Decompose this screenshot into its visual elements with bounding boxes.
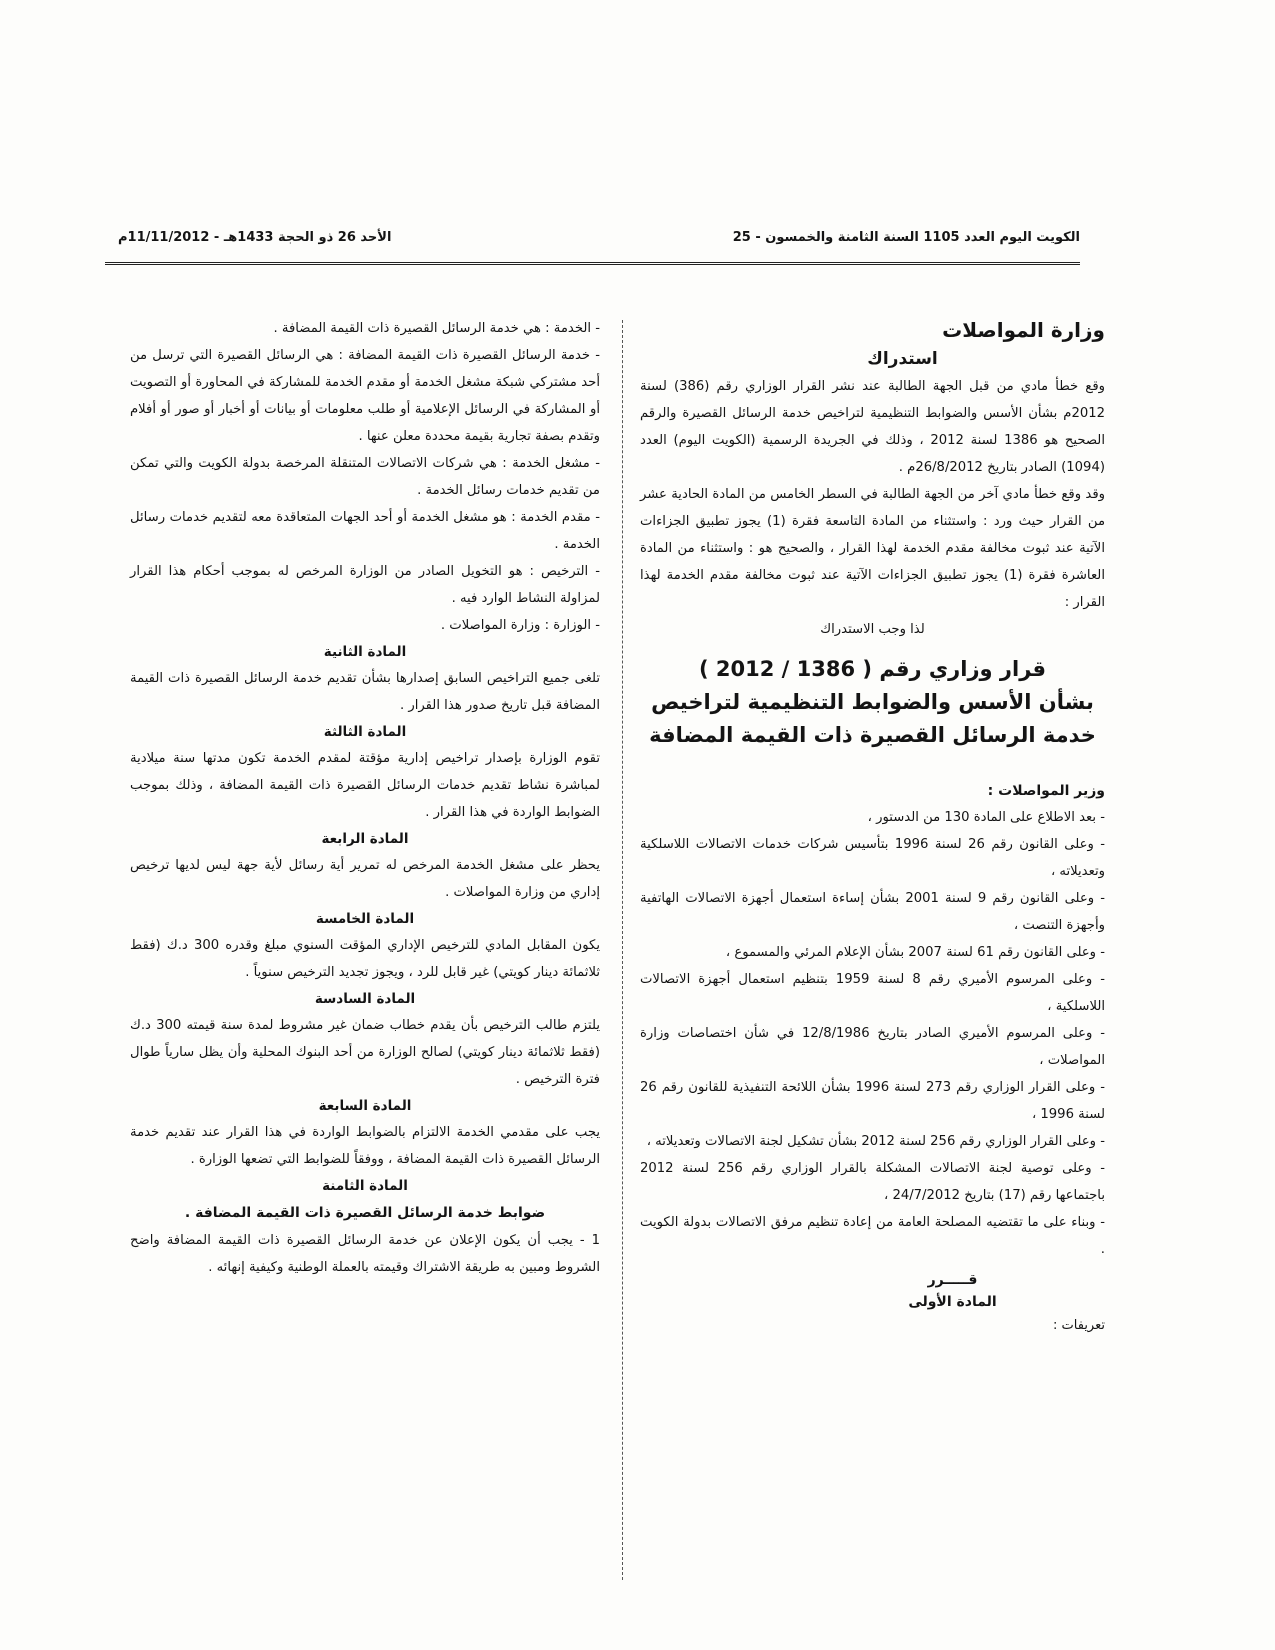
preamble-item: - وعلى القانون رقم 26 لسنة 1996 بتأسيس شركات خدمات الاتصالات اللاسلكية وتعديلاته ، xyxy=(640,837,1106,879)
preamble-item: - وعلى المرسوم الأميري رقم 8 لسنة 1959 بتنظيم استعمال أجهزة الاتصالات اللاسلكية ، xyxy=(640,972,1106,1014)
article-7-text: يجب على مقدمي الخدمة الالتزام بالضوابط الواردة في هذا القرار عند تقديم خدمة الرسائل القصيرة ذات القيمة المضافة ، ووفقاً للضوابط التي تضعها الوزارة . xyxy=(130,1125,600,1167)
preamble-item: - وعلى القانون رقم 9 لسنة 2001 بشأن إساءة استعمال أجهزة الاتصالات الهاتفية وأجهزة التنصت ، xyxy=(640,891,1106,933)
preamble-item: - وعلى توصية لجنة الاتصالات المشكلة بالقرار الوزاري رقم 256 لسنة 2012 باجتماعها رقم (17) بتاريخ 24/7/2012 ، xyxy=(640,1161,1106,1203)
preamble-item: - بعد الاطلاع على المادة 130 من الدستور ، xyxy=(867,810,1105,825)
page-header xyxy=(100,226,1080,256)
header-date: الأحد 26 ذو الحجة 1433هـ - 11/11/2012م xyxy=(118,230,392,245)
decree-title-line-2: بشأن الأسس والضوابط التنظيمية لتراخيص xyxy=(651,690,1094,714)
article-5-text: يكون المقابل المادي للترخيص الإداري المؤقت السنوي مبلغ وقدره 300 د.ك (فقط ثلاثمائة دينار كويتي) غير قابل للرد ، ويجوز تجديد الترخيص سنوياً . xyxy=(130,938,600,980)
ministry-title: وزارة المواصلات xyxy=(942,318,1105,342)
article-4-heading: المادة الرابعة xyxy=(321,831,409,847)
right-column xyxy=(640,315,1105,1339)
decree-title-line-3: خدمة الرسائل القصيرة ذات القيمة المضافة xyxy=(649,723,1096,747)
article-6-text: يلتزم طالب الترخيص بأن يقدم خطاب ضمان غير مشروط لمدة سنة قيمته 300 د.ك (فقط ثلاثمائة دينار كويتي) لصالح الوزارة من أحد البنوك المحلية وأن يظل سارياً طوال فترة الترخيص . xyxy=(130,1018,600,1087)
article-8-title: ضوابط خدمة الرسائل القصيرة ذات القيمة المضافة . xyxy=(184,1205,546,1221)
preamble-item: - وعلى القرار الوزاري رقم 256 لسنة 2012 بشأن تشكيل لجنة الاتصالات وتعديلاته ، xyxy=(646,1134,1105,1149)
header-issue-info: الكويت اليوم العدد 1105 السنة الثامنة والخمسون - 25 xyxy=(732,230,1080,245)
erratum-paragraph-2: وقد وقع خطأ مادي آخر من الجهة الطالبة في السطر الخامس من المادة الحادية عشر من القرار حيث ورد : واستثناء من المادة التاسعة فقرة (1) يجوز تطبيق الجزاءات الآتية عند ثبوت مخالفة مقدم الخدمة لهذا القرار ، والصحيح هو : واستثناء من المادة العاشرة فقرة (1) يجوز تطبيق الجزاءات الآتية عند ثبوت مخالفة مقدم الخدمة لهذا القرار : xyxy=(640,487,1106,610)
article-8-heading: المادة الثامنة xyxy=(322,1178,408,1194)
article-2-heading: المادة الثانية xyxy=(323,644,407,660)
header-rule xyxy=(105,262,1080,265)
article-3-heading: المادة الثالثة xyxy=(323,724,407,740)
article-3-text: تقوم الوزارة بإصدار تراخيص إدارية مؤقتة لمقدم الخدمة تكون مدتها سنة ميلادية لمباشرة نشاط تقديم خدمات الرسائل القصيرة ذات القيمة المضافة ، وذلك بموجب الضوابط الواردة في هذا القرار . xyxy=(130,751,600,820)
definitions-label: تعريفات : xyxy=(1053,1318,1105,1333)
definition-item: - الترخيص : هو التخويل الصادر من الوزارة المرخص له بموجب أحكام هذا القرار لمزاولة النشاط الوارد فيه . xyxy=(130,564,600,606)
preamble-item: - وبناء على ما تقتضيه المصلحة العامة من إعادة تنظيم مرفق الاتصالات بدولة الكويت . xyxy=(640,1215,1105,1257)
column-divider xyxy=(622,320,623,1580)
article-5-heading: المادة الخامسة xyxy=(315,911,415,927)
preamble-item: - وعلى القرار الوزاري رقم 273 لسنة 1996 بشأن اللائحة التنفيذية للقانون رقم 26 لسنة 1996 ، xyxy=(640,1080,1105,1122)
minister-heading: وزير المواصلات : xyxy=(987,783,1105,799)
decides-heading: قـــــرر xyxy=(927,1272,978,1288)
preamble-item: - وعلى المرسوم الأميري الصادر بتاريخ 12/8/1986 في شأن اختصاصات وزارة المواصلات ، xyxy=(640,1026,1106,1068)
erratum-title: استدراك xyxy=(867,349,938,369)
article-8-item-1: 1 - يجب أن يكون الإعلان عن خدمة الرسائل القصيرة ذات القيمة المضافة واضح الشروط ومبين به طريقة الاشتراك وقيمته بالعملة الوطنية وكيفية إنهائه . xyxy=(130,1233,600,1275)
article-7-heading: المادة السابعة xyxy=(318,1098,412,1114)
definition-item: - الوزارة : وزارة المواصلات . xyxy=(440,618,600,633)
article-1-heading: المادة الأولى xyxy=(908,1294,997,1310)
definition-item: - مقدم الخدمة : هو مشغل الخدمة أو أحد الجهات المتعاقدة معه لتقديم خدمات رسائل الخدمة . xyxy=(130,510,600,552)
erratum-closing: لذا وجب الاستدراك xyxy=(820,622,925,637)
decree-title-line-1: قرار وزاري رقم ( 1386 / 2012 ) xyxy=(698,657,1047,681)
definition-item: - الخدمة : هي خدمة الرسائل القصيرة ذات القيمة المضافة . xyxy=(273,321,600,336)
definition-item: - مشغل الخدمة : هي شركات الاتصالات المتنقلة المرخصة بدولة الكويت والتي تمكن من تقديم خدمات رسائل الخدمة . xyxy=(130,456,600,498)
left-column xyxy=(130,315,600,1281)
article-2-text: تلغى جميع التراخيص السابق إصدارها بشأن تقديم خدمة الرسائل القصيرة ذات القيمة المضافة قبل تاريخ صدور هذا القرار . xyxy=(130,671,600,713)
article-4-text: يحظر على مشغل الخدمة المرخص له تمرير أية رسائل لأية جهة ليس لديها ترخيص إداري من وزارة المواصلات . xyxy=(130,858,600,900)
definition-item: - خدمة الرسائل القصيرة ذات القيمة المضافة : هي الرسائل القصيرة التي ترسل من أحد مشتركي شبكة مشغل الخدمة أو مقدم الخدمة للمشاركة في المحاورة أو التصويت أو المشاركة في الرسائل الإعلامية أو طلب معلومات أو بيانات أو أخبار أو صور أو أفلام وتقدم بصفة تجارية بقيمة محددة معلن عنها . xyxy=(130,348,600,444)
article-6-heading: المادة السادسة xyxy=(314,991,416,1007)
erratum-paragraph-1: وقع خطأ مادي من قبل الجهة الطالبة عند نشر القرار الوزاري رقم (386) لسنة 2012م بشأن الأسس والضوابط التنظيمية لتراخيص خدمة الرسائل القصيرة والرقم الصحيح هو 1386 لسنة 2012 ، وذلك في الجريدة الرسمية (الكويت اليوم) العدد (1094) الصادر بتاريخ 26/8/2012م . xyxy=(640,379,1106,475)
preamble-item: - وعلى القانون رقم 61 لسنة 2007 بشأن الإعلام المرئي والمسموع ، xyxy=(725,945,1105,960)
